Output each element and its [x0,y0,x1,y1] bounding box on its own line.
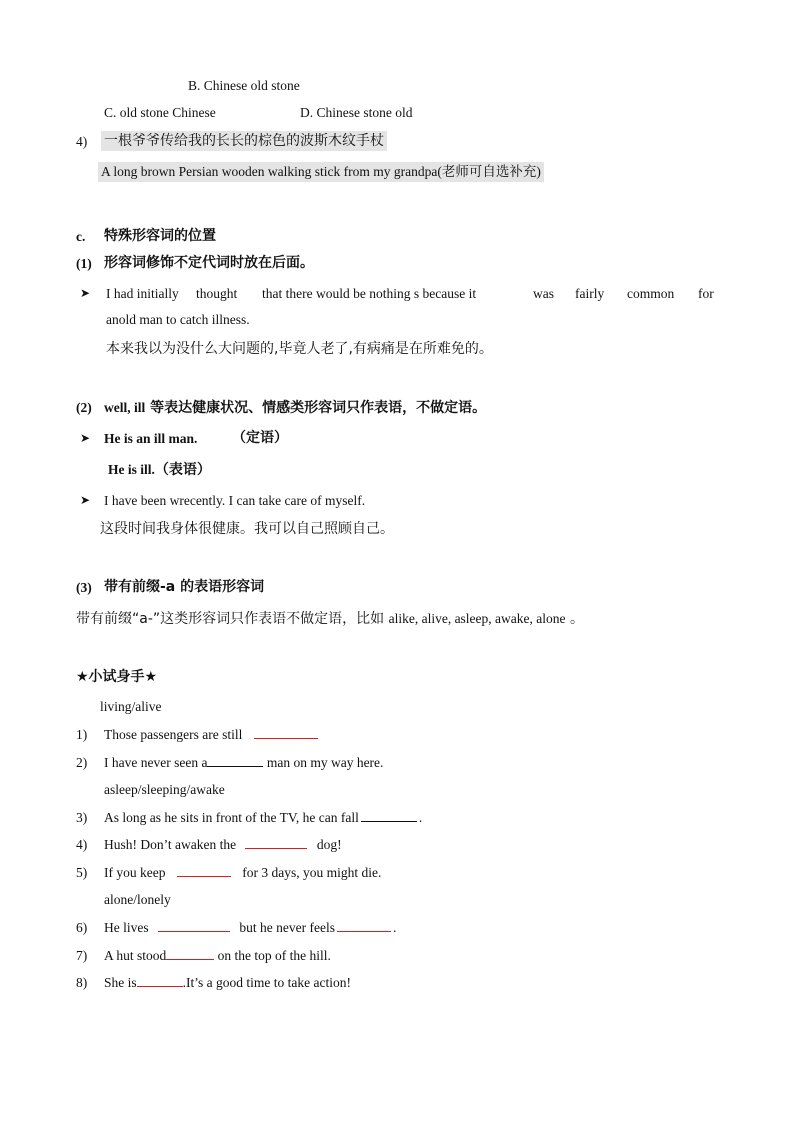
sub3-description [76,610,584,628]
sub2-example-3: I have been wrecently. I can take care of myself. [104,493,366,508]
question-7-text-b: on the top of the hill. [214,948,331,963]
question-6-text-a: He lives [104,920,149,935]
word-group-2: asleep/sleeping/awake [104,782,225,797]
question-8 [104,974,351,992]
sub3-title: 带有前缀-a 的表语形容词 [104,579,265,595]
sub1-example-line-2: anold man to catch illness. [106,312,250,327]
question-6 [104,919,396,937]
sub2-example-3-chinese: 这段时间我身体很健康。我可以自己照顾自己。 [100,521,394,537]
word-group-1: living/alive [100,699,162,714]
question-5-text-b: for 3 days, you might die. [242,865,382,880]
sub2-example-2-text: He is ill. [108,462,155,477]
sub1-title: 形容词修饰不定代词时放在后面。 [104,255,314,271]
question-3-text-a: As long as he sits in front of the TV, he can fall [104,810,359,825]
question-4-text-a: Hush! Don’t awaken the [104,837,237,852]
sub2-title-chinese: 等表达健康状况、情感类形容词只作表语，不做定语。 [145,400,487,416]
question-2-number: 2) [76,755,88,770]
sub2-example-2 [108,461,211,479]
question-4-blank[interactable] [245,836,307,849]
question-4-text-b: dog! [316,837,342,852]
question-1-text: Those passengers are still [104,727,243,742]
option-d: D. Chinese stone old [300,105,413,120]
sub1-example-word-1: I had initially [106,286,179,301]
question-3-blank[interactable] [361,809,417,822]
question-5 [104,864,381,882]
question-5-number: 5) [76,865,88,880]
item-4-english: A long brown Persian wooden walking stick from my grandpa(老师可自选补充) [98,162,544,182]
question-3-text-b: . [418,810,423,825]
question-8-number: 8) [76,975,88,990]
question-6-blank-1[interactable] [158,919,230,932]
question-1-blank[interactable] [254,726,318,739]
section-c-label: c. [76,229,86,244]
sub3-description-examples: alike, alive, asleep, awake, alone [388,611,566,626]
question-5-text-a: If you keep [104,865,166,880]
question-2-blank[interactable] [207,754,263,767]
question-1 [104,726,320,744]
question-4 [104,836,342,854]
question-3-number: 3) [76,810,88,825]
question-6-blank-2[interactable] [337,919,391,932]
sub3-description-chinese: 带有前缀“a-”这类形容词只作表语不做定语，比如 [76,611,389,627]
question-2-text-b: man on my way here. [263,755,384,770]
word-group-3: alone/lonely [104,892,171,907]
section-c-title: 特殊形容词的位置 [104,228,216,244]
item-4-chinese: 一根爷爷传给我的长长的棕色的波斯木纹手杖 [101,131,387,151]
sub1-number: (1) [76,256,92,271]
option-b: B. Chinese old stone [188,78,300,93]
question-4-number: 4) [76,837,88,852]
question-8-text-b: .It’s a good time to take action! [182,975,351,990]
question-8-text-a: She is [104,975,137,990]
question-2-text-a: I have never seen a [104,755,208,770]
sub1-example-word-7: for [698,286,714,301]
bullet-icon: ➤ [80,493,91,507]
sub1-example-word-4: was [533,286,554,301]
question-2 [104,754,383,772]
sub2-example-2-tag: （表语） [154,462,211,478]
sub2-example-1: He is an ill man. [104,431,198,446]
question-6-text-b: but he never feels [239,920,335,935]
question-1-number: 1) [76,727,88,742]
question-6-text-c: . [392,920,397,935]
sub2-number: (2) [76,400,92,415]
question-3 [104,809,422,827]
sub1-example-word-3: that there would be nothing s because it [262,286,477,301]
item-4-number: 4) [76,134,88,149]
practice-title: ★小试身手★ [76,669,158,685]
question-8-blank[interactable] [137,974,183,987]
sub2-title-english: well, ill [104,400,146,415]
question-7-text-a: A hut stood [104,948,167,963]
bullet-icon: ➤ [80,431,91,445]
sub1-example-word-5: fairly [575,286,605,301]
question-7 [104,947,331,965]
sub1-example-word-2: thought [196,286,238,301]
sub1-example-word-6: common [627,286,675,301]
question-7-blank[interactable] [166,947,214,960]
sub3-description-end: 。 [565,611,584,627]
question-6-number: 6) [76,920,88,935]
question-5-blank[interactable] [177,864,231,877]
sub2-example-1-tag: （定语） [232,430,288,446]
sub1-example-chinese: 本来我以为没什么大问题的,毕竟人老了,有病痛是在所难免的。 [106,341,493,357]
sub2-title [104,399,486,417]
question-7-number: 7) [76,948,88,963]
bullet-icon: ➤ [80,286,91,300]
sub3-number: (3) [76,580,92,595]
option-c: C. old stone Chinese [104,105,216,120]
